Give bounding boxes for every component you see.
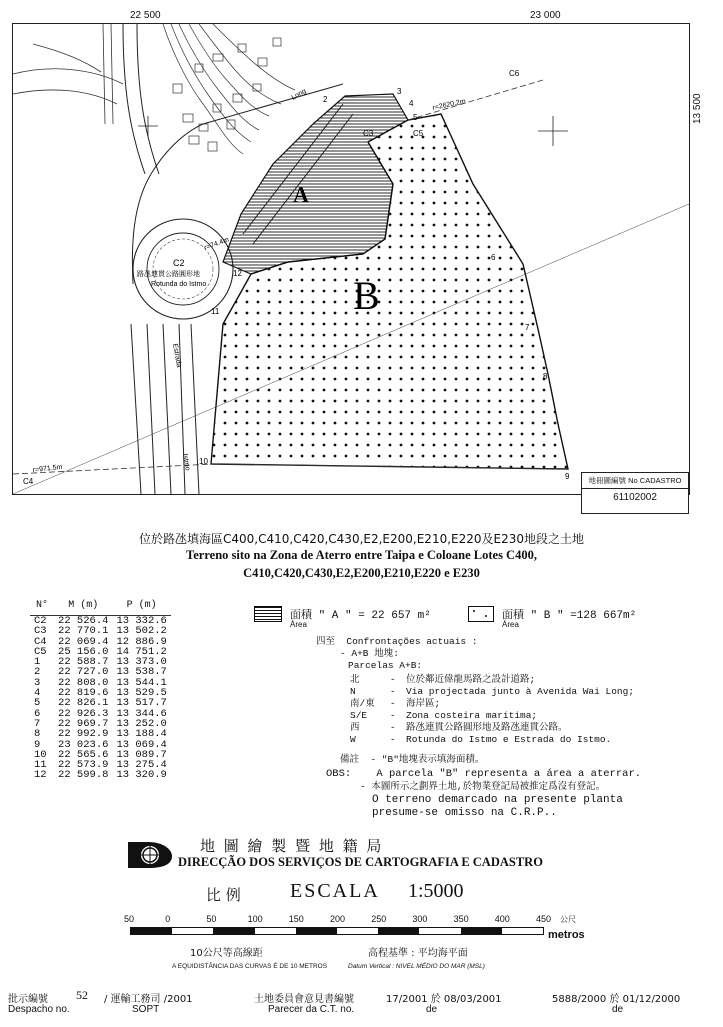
label-parcel-a: A xyxy=(293,182,309,207)
cell-p: 12 886.9 xyxy=(116,635,167,648)
conf-dir: N xyxy=(350,686,356,697)
cell-m: 23 023.6 xyxy=(58,738,109,751)
scale-value: 1:5000 xyxy=(408,880,464,902)
cell-m: 22 573.9 xyxy=(58,759,109,772)
cell-m: 25 156.0 xyxy=(58,645,109,658)
cell-point: 9 xyxy=(34,738,41,751)
cell-point: 8 xyxy=(34,728,41,741)
conf-text: 路氹連貫公路圓形地及路氹連貫公路。 xyxy=(406,722,568,733)
contour-pt: A EQUIDISTÂNCIA DAS CURVAS É DE 10 METROS xyxy=(172,963,328,970)
coord-top-left: 22 500 xyxy=(130,10,161,21)
note-beizhu: 備註 - "B"地塊表示填海面積。 xyxy=(340,754,485,765)
cell-p: 13 373.0 xyxy=(116,656,167,669)
cell-m: 22 969.7 xyxy=(58,717,109,730)
cell-point: 12 xyxy=(34,769,47,782)
svg-text:9: 9 xyxy=(565,472,570,481)
conf-dash: - xyxy=(390,674,396,685)
svg-text:7: 7 xyxy=(525,323,530,332)
table-header-row xyxy=(30,600,171,616)
conf-dir: 北 xyxy=(350,674,360,685)
parecer-number: 17/2001 於 08/03/2001 xyxy=(386,994,502,1005)
svg-text:6: 6 xyxy=(491,253,496,262)
svg-text:C6: C6 xyxy=(509,69,520,78)
cell-m: 22 588.7 xyxy=(58,656,109,669)
confrontacoes-ab: - A+B 地塊: xyxy=(340,648,399,659)
svg-text:C4: C4 xyxy=(23,477,34,486)
scale-ticks xyxy=(0,914,723,928)
conf-dash: - xyxy=(390,722,396,733)
cell-point: 5 xyxy=(34,697,41,710)
svg-text:10: 10 xyxy=(199,457,208,466)
confrontacao-row xyxy=(350,722,634,734)
scale-tick-label: 100 xyxy=(247,914,263,924)
area-a-swatch xyxy=(254,606,282,622)
table-row xyxy=(30,770,171,780)
cell-m: 22 808.0 xyxy=(58,676,109,689)
cadastro-title: 地冊圖編號 No CADASTRO xyxy=(582,473,688,489)
title-pt-line1: Terreno sito na Zona de Aterro entre Taipa e Coloane Lotes C400, xyxy=(186,548,537,562)
title-pt-line2: C410,C420,C430,E2,E200,E210,E220 e E230 xyxy=(243,566,480,580)
title-zh: 位於路氹填海區C400,C410,C420,C430,E2,E200,E210,E220及E230地段之土地 xyxy=(139,532,584,546)
scale-tick-label: 350 xyxy=(453,914,469,924)
rotunda-zh: 路氹連貫公路圓形地 xyxy=(137,270,200,278)
sopt-pt: SOPT xyxy=(132,1004,160,1015)
confrontacao-row xyxy=(350,710,634,722)
svg-text:3: 3 xyxy=(397,87,402,96)
scale-bar xyxy=(130,927,544,935)
road-label-istmo: Istmo xyxy=(181,453,191,472)
cell-p: 13 344.6 xyxy=(116,707,167,720)
cell-m: 22 770.1 xyxy=(58,625,109,638)
datum-pt: Datum Vertical : NIVEL MÉDIO DO MAR (MSL) xyxy=(348,963,485,970)
cell-m: 22 599.8 xyxy=(58,769,109,782)
cell-point: C4 xyxy=(34,635,47,648)
confrontacao-row xyxy=(350,698,634,710)
note-pt-2: presume-se omisso na C.R.P.. xyxy=(372,807,557,819)
scale-unit-zh: 公尺 xyxy=(560,915,576,924)
dist-c4: r=971.5m xyxy=(32,463,63,474)
scale-tick-label: 300 xyxy=(412,914,428,924)
conf-dash: - xyxy=(390,710,396,721)
parecer-de: de xyxy=(426,1004,438,1015)
cell-point: 2 xyxy=(34,666,41,679)
scale-tick-label: 200 xyxy=(330,914,346,924)
cell-p: 13 332.6 xyxy=(116,615,167,627)
col-header-p: P (m) xyxy=(112,600,170,616)
coordinates-body xyxy=(30,616,171,781)
cell-m: 22 826.1 xyxy=(58,697,109,710)
cell-point: C5 xyxy=(34,645,47,658)
conf-dash: - xyxy=(390,686,396,697)
scale-tick-label: 150 xyxy=(288,914,304,924)
cell-m: 22 727.0 xyxy=(58,666,109,679)
confrontacoes-rows xyxy=(350,674,634,746)
cell-point: 7 xyxy=(34,717,41,730)
road-label-long: Long xyxy=(290,87,308,102)
cell-p: 13 538.7 xyxy=(116,666,167,679)
hillside-terrain xyxy=(163,24,295,154)
agency-zh: 地 圖 繪 製 暨 地 籍 局 xyxy=(200,837,384,855)
svg-text:11: 11 xyxy=(211,307,220,316)
svg-text:4: 4 xyxy=(409,99,414,108)
cell-point: C2 xyxy=(34,615,47,627)
svg-text:5: 5 xyxy=(413,113,418,122)
cell-p: 13 188.4 xyxy=(116,728,167,741)
parcel-b xyxy=(211,114,568,469)
cell-p: 13 069.4 xyxy=(116,738,167,751)
svg-text:2: 2 xyxy=(323,95,328,104)
conf-dash: - xyxy=(390,698,396,709)
confrontacao-row xyxy=(350,734,634,746)
cell-p: 13 517.7 xyxy=(116,697,167,710)
cell-point: 10 xyxy=(34,748,47,761)
confrontacoes-heading: 四至 Confrontações actuais : xyxy=(316,636,478,647)
conf-text: Via projectada junto à Avenida Wai Long; xyxy=(406,686,635,697)
svg-text:C5: C5 xyxy=(413,129,424,138)
cell-p: 13 275.4 xyxy=(116,759,167,772)
svg-text:8: 8 xyxy=(543,372,548,381)
scale-zh: 比 例 xyxy=(206,886,241,904)
cell-m: 22 526.4 xyxy=(58,615,109,627)
ref-number: 5888/2000 於 01/12/2000 xyxy=(552,994,681,1005)
col-header-m: M (m) xyxy=(54,600,112,616)
parecer-zh: 土地委員會意見書編號 xyxy=(254,994,354,1005)
scale-unit-pt: metros xyxy=(548,929,585,941)
area-a-label: 面積 " A " = 22 657 m² xyxy=(290,610,431,622)
coastline-north xyxy=(13,24,123,124)
cell-p: 13 529.5 xyxy=(116,687,167,700)
cell-m: 22 565.6 xyxy=(58,748,109,761)
despacho-number: 52 xyxy=(76,988,88,1002)
conf-text: Zona costeira marítima; xyxy=(406,710,538,721)
coord-top-right: 23 000 xyxy=(530,10,561,21)
rotunda-code: C2 xyxy=(173,258,185,268)
cadastro-box xyxy=(581,472,689,514)
map-frame xyxy=(12,23,690,503)
cell-p: 13 089.7 xyxy=(116,748,167,761)
conf-text: 海岸區; xyxy=(406,698,441,709)
note-zh: - 本圖所示之劃界土地,於物業登記局被推定爲沒有登記。 xyxy=(360,781,606,792)
cell-p: 13 320.9 xyxy=(116,769,167,782)
dist-c6: r=2620.2m xyxy=(431,98,467,112)
confrontacao-row xyxy=(350,686,634,698)
dist-c2: r=74.4m xyxy=(203,236,230,252)
rotunda-pt: Rotunda do Istmo xyxy=(151,281,207,288)
coordinates-table xyxy=(30,600,171,781)
area-a-sub: Área xyxy=(290,620,307,629)
area-b-label: 面積 " B " =128 667m² xyxy=(502,610,637,622)
conf-text: Rotunda do Istmo e Estrada do Istmo. xyxy=(406,734,612,745)
note-obs: OBS: A parcela "B" representa a área a aterrar. xyxy=(326,768,642,780)
cell-point: 3 xyxy=(34,676,41,689)
conf-dir: 西 xyxy=(350,722,360,733)
scale-tick-label: 250 xyxy=(371,914,387,924)
area-b-swatch xyxy=(468,606,494,622)
contour-zh: 10公尺等高線距 xyxy=(190,948,263,959)
col-header-n: N° xyxy=(30,600,54,616)
svg-text:C3: C3 xyxy=(363,129,374,138)
conf-dash: - xyxy=(390,734,396,745)
cell-point: 6 xyxy=(34,707,41,720)
conf-text: 位於鄰近偉龍馬路之設計道路; xyxy=(406,674,536,685)
despacho-pt: Despacho no. xyxy=(8,1004,70,1015)
parecer-pt: Parecer da C.T. no. xyxy=(268,1004,355,1015)
conf-dir: 南/東 xyxy=(350,698,375,709)
rotunda-do-istmo xyxy=(133,219,233,319)
road-label-estrada: Estrada xyxy=(171,343,183,369)
area-b-sub: Área xyxy=(502,620,519,629)
cell-m: 22 069.4 xyxy=(58,635,109,648)
cadastro-number: 61102002 xyxy=(613,492,657,503)
despacho-zh: 批示編號 xyxy=(8,994,48,1005)
confrontacoes-parcelas: Parcelas A+B: xyxy=(348,660,423,671)
sopt-zh: / 運輸工務司 /2001 xyxy=(104,994,193,1005)
scale-tick-label: 450 xyxy=(536,914,552,924)
coord-right: 13 500 xyxy=(692,93,703,124)
scale-tick-label: 50 xyxy=(206,914,217,924)
cell-point: 1 xyxy=(34,656,41,669)
scale-pt: ESCALA xyxy=(290,880,380,902)
cadastral-map xyxy=(13,24,689,494)
confrontacao-row xyxy=(350,674,634,686)
note-pt-1: O terreno demarcado na presente planta xyxy=(372,794,623,806)
cell-point: 11 xyxy=(34,759,47,772)
scale-tick-label: 50 xyxy=(124,914,135,924)
ref-de: de xyxy=(612,1004,624,1015)
conf-dir: W xyxy=(350,734,356,745)
agency-pt: DIRECÇÃO DOS SERVIÇOS DE CARTOGRAFIA E CADASTRO xyxy=(178,855,543,869)
cell-p: 13 502.2 xyxy=(116,625,167,638)
cell-m: 22 819.6 xyxy=(58,687,109,700)
cell-point: C3 xyxy=(34,625,47,638)
cell-p: 13 252.0 xyxy=(116,717,167,730)
datum-zh: 高程基準 : 平均海平面 xyxy=(368,948,468,959)
cell-p: 13 544.1 xyxy=(116,676,167,689)
agency-logo xyxy=(126,836,176,875)
scale-tick-label: 400 xyxy=(494,914,510,924)
label-parcel-b: B xyxy=(353,273,380,318)
cell-m: 22 926.3 xyxy=(58,707,109,720)
cell-m: 22 992.9 xyxy=(58,728,109,741)
conf-dir: S/E xyxy=(350,710,368,721)
cell-p: 14 751.2 xyxy=(116,645,167,658)
svg-text:12: 12 xyxy=(233,269,242,278)
cell-point: 4 xyxy=(34,687,41,700)
scale-tick-label: 0 xyxy=(165,914,171,924)
